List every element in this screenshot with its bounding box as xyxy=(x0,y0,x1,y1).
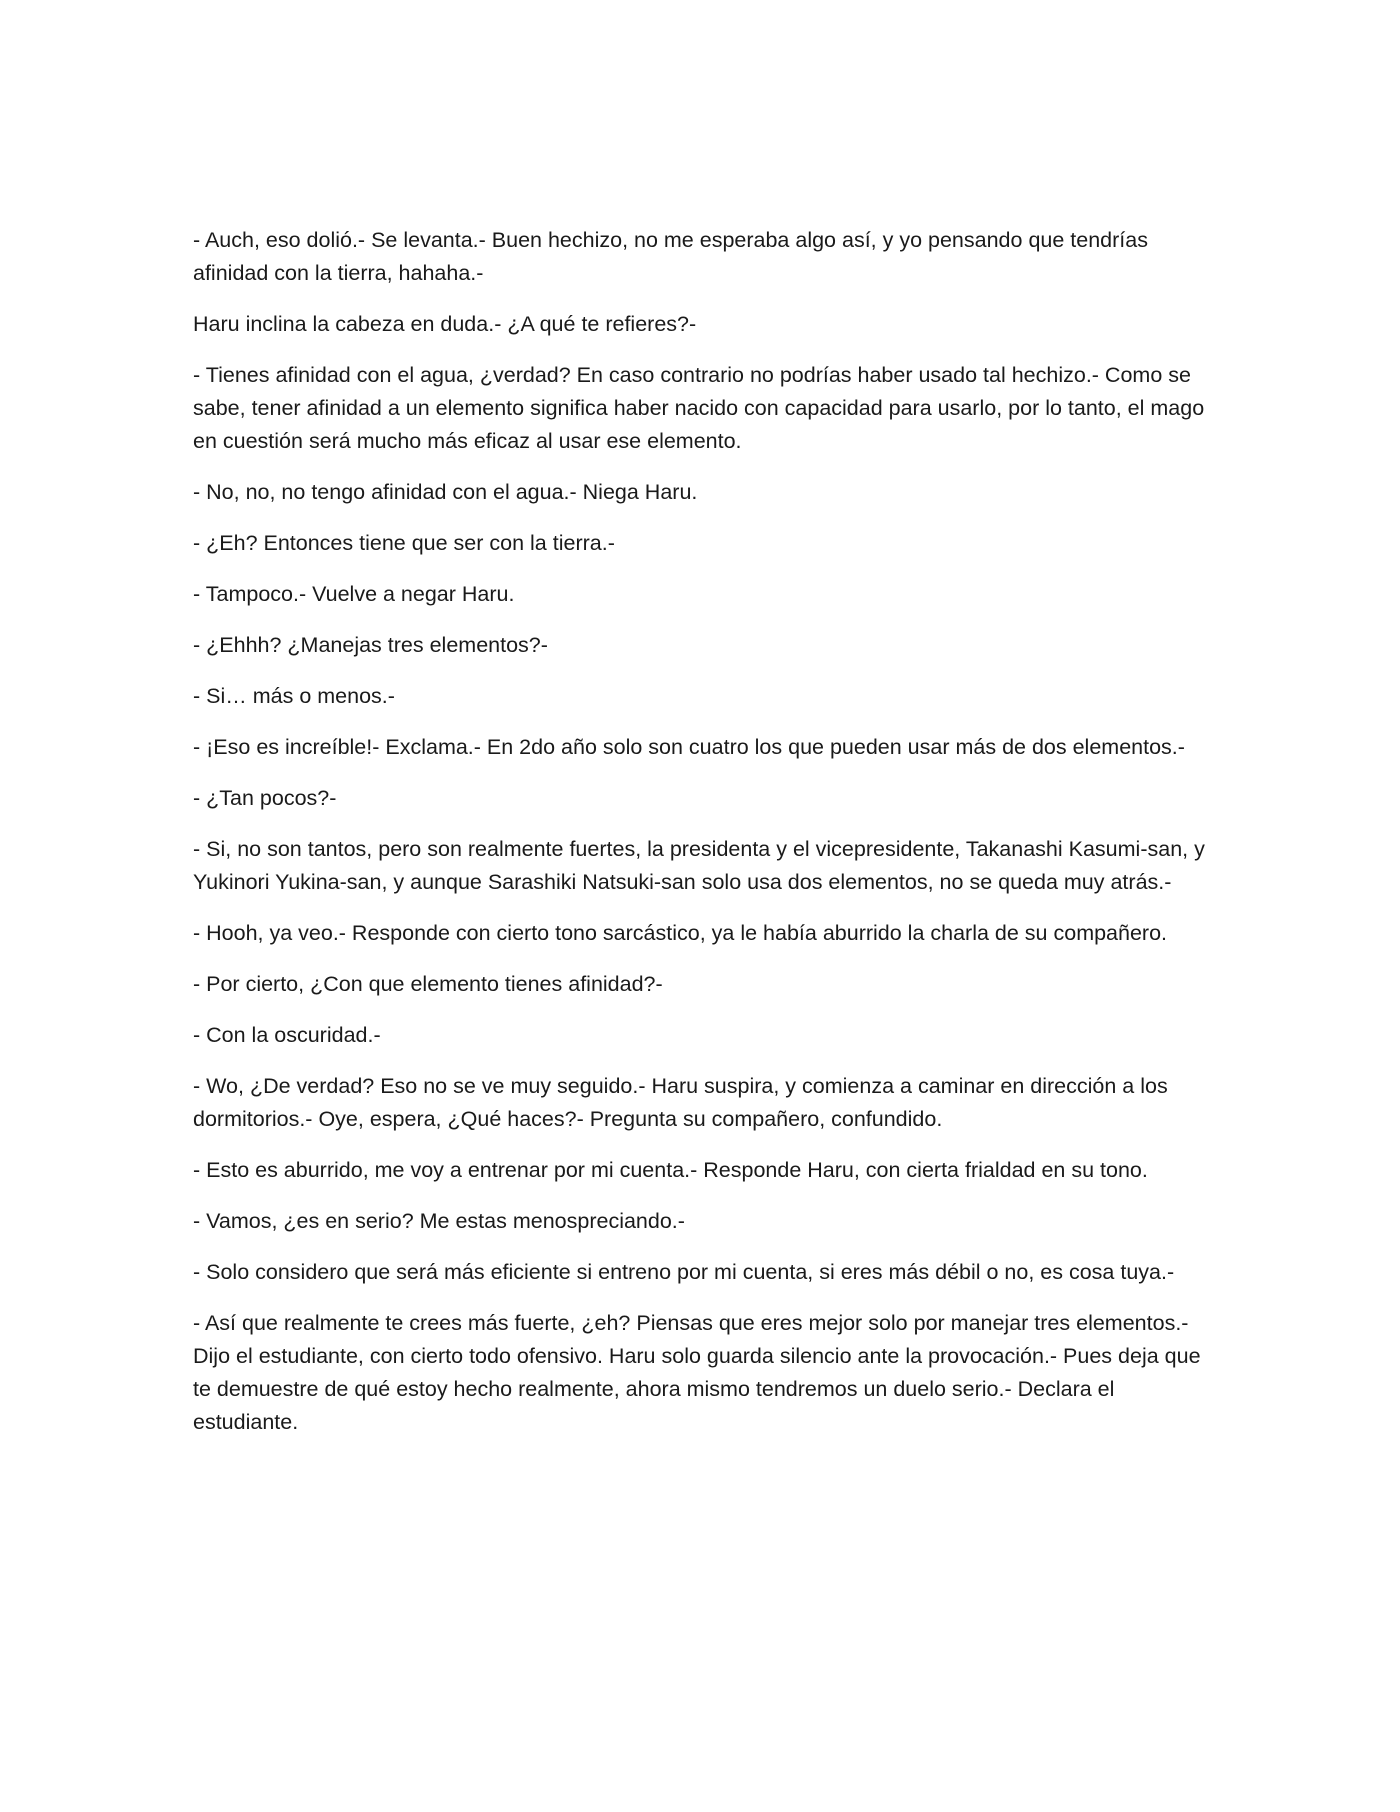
paragraph: - Tampoco.- Vuelve a negar Haru. xyxy=(193,582,515,606)
paragraph: - ¿Ehhh? ¿Manejas tres elementos?- xyxy=(193,633,548,657)
paragraph: - ¡Eso es increíble!- Exclama.- En 2do año solo son cuatro los que pueden usar más de dos elementos.- xyxy=(193,735,1185,759)
paragraph: - ¿Eh? Entonces tiene que ser con la tierra.- xyxy=(193,531,615,555)
paragraph: - Por cierto, ¿Con que elemento tienes afinidad?- xyxy=(193,972,663,996)
paragraph: - Con la oscuridad.- xyxy=(193,1023,381,1047)
paragraph: Haru inclina la cabeza en duda.- ¿A qué te refieres?- xyxy=(193,312,697,336)
paragraph: - ¿Tan pocos?- xyxy=(193,786,337,810)
paragraph: - Wo, ¿De verdad? Eso no se ve muy seguido.- Haru suspira, y comienza a caminar en dirección a los dormitorios.- Oye, espera, ¿Qué haces?- Pregunta su compañero, confundido. xyxy=(193,1074,1168,1131)
paragraph: - Auch, eso dolió.- Se levanta.- Buen hechizo, no me esperaba algo así, y yo pensando que tendrías afinidad con la tierra, hahaha.- xyxy=(193,228,1148,285)
paragraph: - Si, no son tantos, pero son realmente fuertes, la presidenta y el vicepresidente, Takanashi Kasumi-san, y Yukinori Yukina-san, y aunque Sarashiki Natsuki-san solo usa dos elementos, no se queda muy atrás.- xyxy=(193,837,1205,894)
paragraph: - Así que realmente te crees más fuerte, ¿eh? Piensas que eres mejor solo por manejar tres elementos.- Dijo el estudiante, con cierto todo ofensivo. Haru solo guarda silencio ante la provocación.- Pues deja que te demuestre de qué estoy hecho realmente, ahora mismo tendremos un duelo serio.- Declara el estudiante. xyxy=(193,1311,1201,1434)
paragraph: - No, no, no tengo afinidad con el agua.- Niega Haru. xyxy=(193,480,698,504)
paragraph: - Esto es aburrido, me voy a entrenar por mi cuenta.- Responde Haru, con cierta frialdad en su tono. xyxy=(193,1158,1148,1182)
paragraph: - Tienes afinidad con el agua, ¿verdad? En caso contrario no podrías haber usado tal hechizo.- Como se sabe, tener afinidad a un elemento significa haber nacido con capacidad para usarlo, por lo tanto, el mago en cuestión será mucho más eficaz al usar ese elemento. xyxy=(193,363,1205,453)
paragraph: - Solo considero que será más eficiente si entreno por mi cuenta, si eres más débil o no, es cosa tuya.- xyxy=(193,1260,1175,1284)
document-body xyxy=(193,224,1213,1457)
paragraph: - Si… más o menos.- xyxy=(193,684,395,708)
paragraph: - Hooh, ya veo.- Responde con cierto tono sarcástico, ya le había aburrido la charla de su compañero. xyxy=(193,921,1168,945)
paragraph: - Vamos, ¿es en serio? Me estas menospreciando.- xyxy=(193,1209,685,1233)
